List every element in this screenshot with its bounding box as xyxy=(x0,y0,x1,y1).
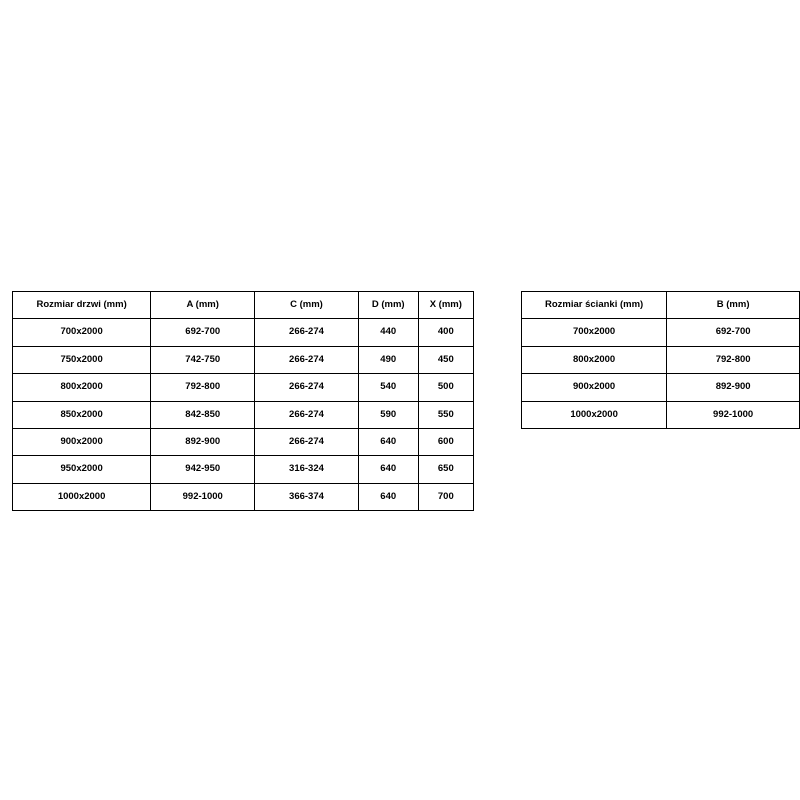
cell-a: 792-800 xyxy=(151,374,255,401)
tables-row xyxy=(0,291,800,511)
wall-header-b: B (mm) xyxy=(667,292,800,319)
doors-header-x: X (mm) xyxy=(418,292,473,319)
doors-header-d: D (mm) xyxy=(358,292,418,319)
table-row xyxy=(13,374,474,401)
cell-b: 892-900 xyxy=(667,374,800,401)
cell-size: 900x2000 xyxy=(521,374,666,401)
cell-size: 800x2000 xyxy=(13,374,151,401)
cell-d: 490 xyxy=(358,346,418,373)
cell-b: 792-800 xyxy=(667,346,800,373)
doors-dimensions-table xyxy=(12,291,474,511)
table-row xyxy=(521,319,799,346)
cell-d: 640 xyxy=(358,456,418,483)
cell-d: 590 xyxy=(358,401,418,428)
cell-size: 850x2000 xyxy=(13,401,151,428)
cell-x: 550 xyxy=(418,401,473,428)
table-header-row xyxy=(521,292,799,319)
cell-size: 750x2000 xyxy=(13,346,151,373)
cell-c: 266-274 xyxy=(255,374,359,401)
cell-x: 400 xyxy=(418,319,473,346)
cell-c: 266-274 xyxy=(255,319,359,346)
wall-dimensions-table xyxy=(521,291,800,429)
cell-x: 650 xyxy=(418,456,473,483)
cell-b: 692-700 xyxy=(667,319,800,346)
table-row xyxy=(13,319,474,346)
cell-a: 742-750 xyxy=(151,346,255,373)
cell-x: 500 xyxy=(418,374,473,401)
cell-a: 692-700 xyxy=(151,319,255,346)
cell-c: 366-374 xyxy=(255,483,359,510)
doors-table-body xyxy=(13,319,474,511)
table-row xyxy=(13,456,474,483)
table-row xyxy=(13,346,474,373)
cell-size: 1000x2000 xyxy=(13,483,151,510)
table-row xyxy=(521,401,799,428)
cell-d: 640 xyxy=(358,483,418,510)
cell-b: 992-1000 xyxy=(667,401,800,428)
cell-c: 266-274 xyxy=(255,428,359,455)
cell-d: 640 xyxy=(358,428,418,455)
wall-table-wrapper xyxy=(521,291,800,429)
table-header-row xyxy=(13,292,474,319)
wall-table-body xyxy=(521,319,799,429)
cell-x: 600 xyxy=(418,428,473,455)
cell-c: 316-324 xyxy=(255,456,359,483)
doors-header-a: A (mm) xyxy=(151,292,255,319)
cell-x: 700 xyxy=(418,483,473,510)
table-row xyxy=(13,401,474,428)
table-row xyxy=(13,483,474,510)
doors-header-c: C (mm) xyxy=(255,292,359,319)
cell-size: 700x2000 xyxy=(521,319,666,346)
cell-a: 942-950 xyxy=(151,456,255,483)
cell-a: 892-900 xyxy=(151,428,255,455)
cell-d: 440 xyxy=(358,319,418,346)
cell-a: 992-1000 xyxy=(151,483,255,510)
wall-header-size: Rozmiar ścianki (mm) xyxy=(521,292,666,319)
table-row xyxy=(521,346,799,373)
cell-size: 900x2000 xyxy=(13,428,151,455)
doors-table-header xyxy=(13,292,474,319)
cell-size: 800x2000 xyxy=(521,346,666,373)
cell-c: 266-274 xyxy=(255,346,359,373)
cell-d: 540 xyxy=(358,374,418,401)
doors-header-size: Rozmiar drzwi (mm) xyxy=(13,292,151,319)
cell-size: 950x2000 xyxy=(13,456,151,483)
table-row xyxy=(521,374,799,401)
cell-size: 700x2000 xyxy=(13,319,151,346)
cell-size: 1000x2000 xyxy=(521,401,666,428)
wall-table-header xyxy=(521,292,799,319)
cell-a: 842-850 xyxy=(151,401,255,428)
table-row xyxy=(13,428,474,455)
cell-c: 266-274 xyxy=(255,401,359,428)
cell-x: 450 xyxy=(418,346,473,373)
